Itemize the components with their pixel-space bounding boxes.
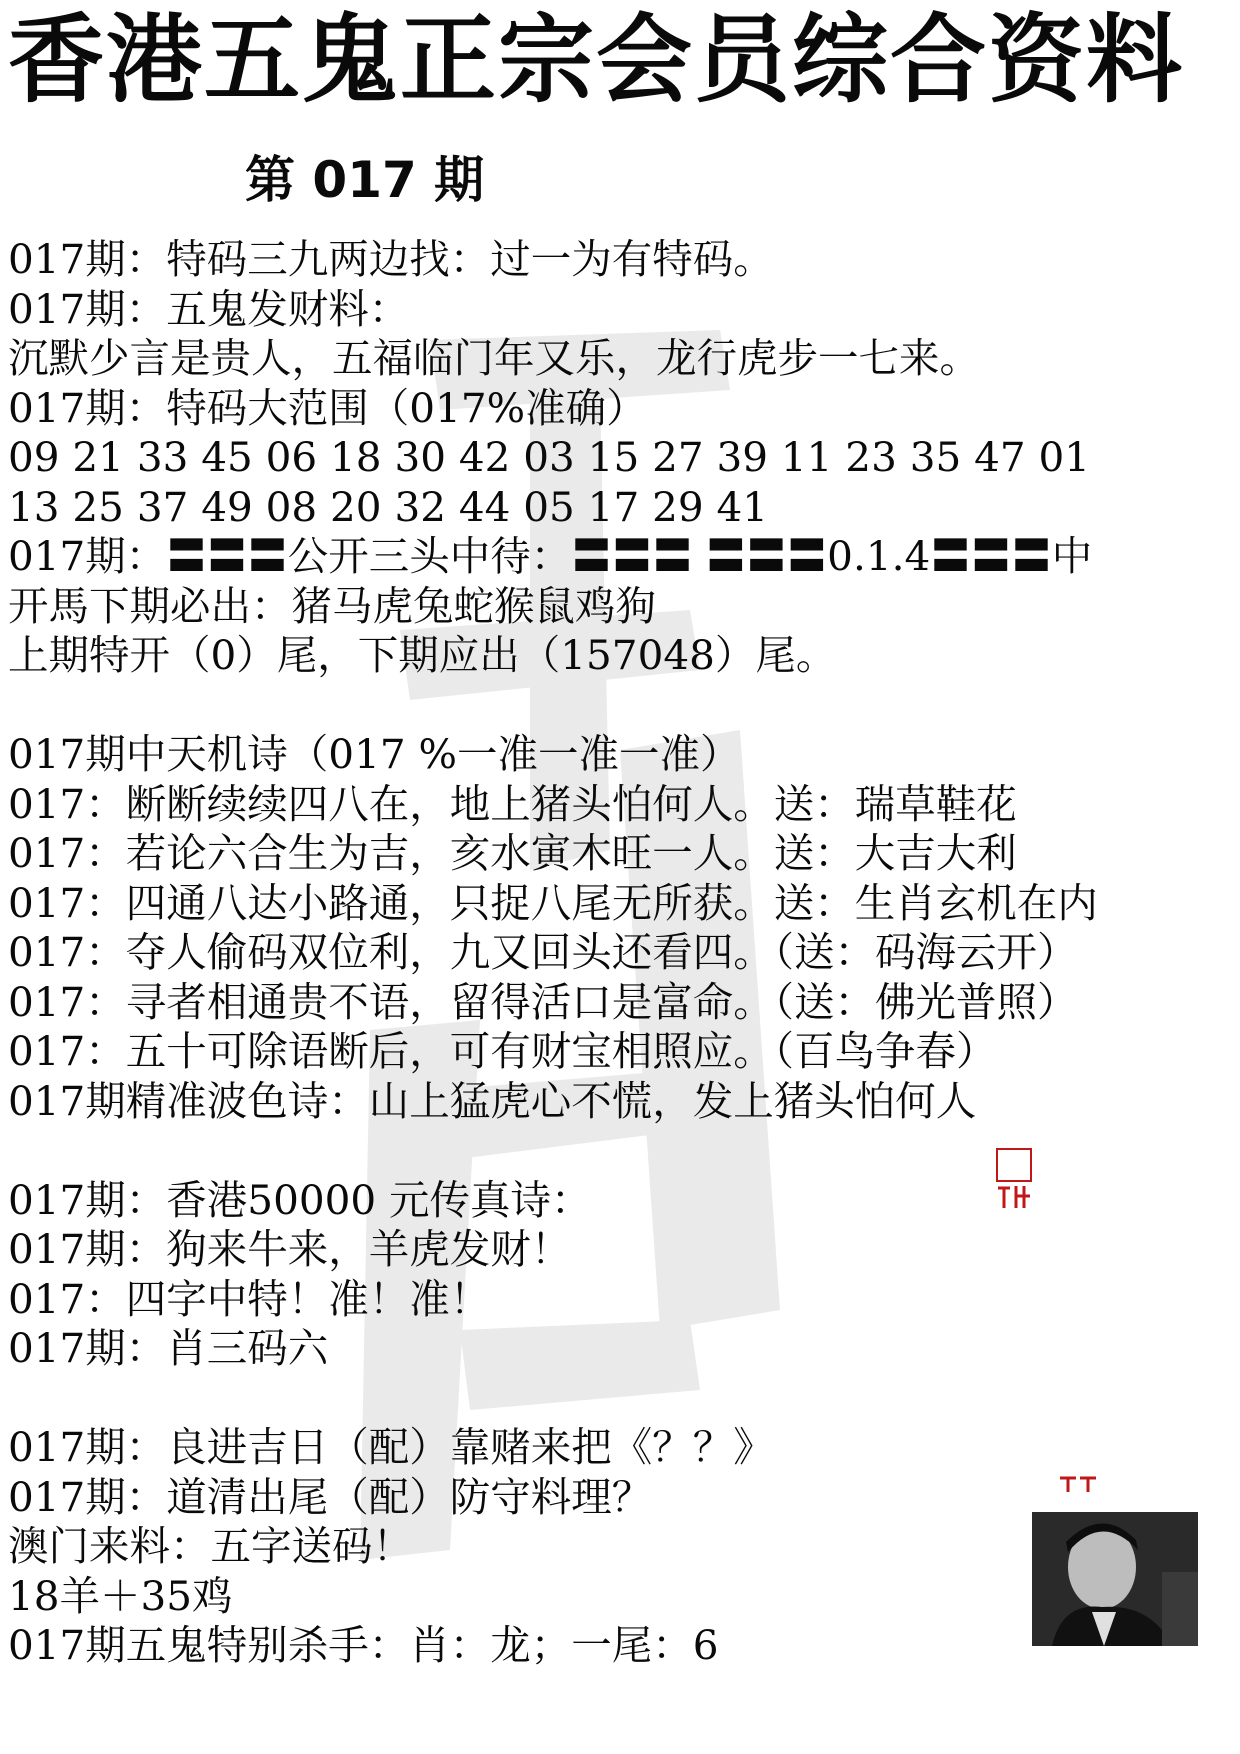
seal-box [996, 1148, 1032, 1182]
red-seal-stamp [992, 1148, 1036, 1212]
text-line: 澳门来料：五字送码！ [8, 1522, 413, 1570]
text-line: 017期：狗来牛来，羊虎发财！ [8, 1225, 572, 1273]
text-line: 017期：特码大范围（017%准确） [8, 383, 647, 432]
poem-line: 017：四通八达小路通，只捉八尾无所获。送：生肖玄机在内 [8, 878, 1098, 927]
poem-line: 017期精准波色诗：山上猛虎心不慌，发上猪头怕何人 [8, 1076, 977, 1125]
text-line: 18羊＋35鸡 [8, 1571, 233, 1620]
text-line: 017期：五鬼发财料： [8, 284, 410, 333]
text-line: 沉默少言是贵人，五福临门年又乐，龙行虎步一七来。 [8, 334, 980, 382]
poem-line: 017：若论六合生为吉，亥水寅木旺一人。送：大吉大利 [8, 829, 1017, 877]
spacer [8, 1374, 1236, 1424]
text-line: 017期：香港50000 元传真诗： [8, 1175, 592, 1224]
text-line: 开馬下期必出：猪马虎兔蛇猴鼠鸡狗 [8, 581, 656, 630]
text-line: 017期：道清出尾（配）防守料理？ [8, 1472, 653, 1521]
portrait-image [1032, 1512, 1198, 1646]
text-line: 017期：特码三九两边找：过一为有特码。 [8, 235, 774, 283]
poem-line: 017：寻者相通贵不语，留得活口是富命。（送：佛光普照） [8, 977, 1078, 1026]
poem-heading: 017期中天机诗（017 %一准一准一准） [8, 730, 741, 778]
poem-line: 017：夺人偷码双位利，九又回头还看四。（送：码海云开） [8, 928, 1078, 976]
text-line: 017：四字中特！准！准！ [8, 1274, 491, 1323]
text-line: 017期：肖三码六 [8, 1324, 329, 1372]
portrait-photo [1032, 1512, 1198, 1646]
text-line: 017期：〓〓〓公开三头中待：〓〓〓 〓〓〓0.1.4〓〓〓中 [8, 532, 1093, 580]
text-line: 017期五鬼特别杀手：肖：龙；一尾：6 [8, 1621, 719, 1669]
document-body [8, 235, 1236, 1671]
document-title: 香港五鬼正宗会员综合资料 [8, 4, 1184, 116]
number-row: 13 25 37 49 08 20 32 44 05 17 29 41 [8, 482, 769, 531]
photo-mark-icon [1058, 1474, 1098, 1499]
spacer [8, 681, 1236, 731]
seal-mark-icon [994, 1184, 1034, 1210]
poem-line: 017：断断续续四八在，地上猪头怕何人。送：瑞草鞋花 [8, 779, 1017, 828]
spacer [8, 1126, 1236, 1176]
text-line: 017期：良进吉日（配）靠赌来把《？？》 [8, 1423, 774, 1471]
issue-number: 第 017 期 [245, 151, 485, 209]
number-row: 09 21 33 45 06 18 30 42 03 15 27 39 11 23 35 47 01 [8, 433, 1091, 481]
poem-line: 017：五十可除语断后，可有财宝相照应。（百鸟争春） [8, 1027, 997, 1075]
text-line: 上期特开（0）尾，下期应出（157048）尾。 [8, 631, 837, 679]
